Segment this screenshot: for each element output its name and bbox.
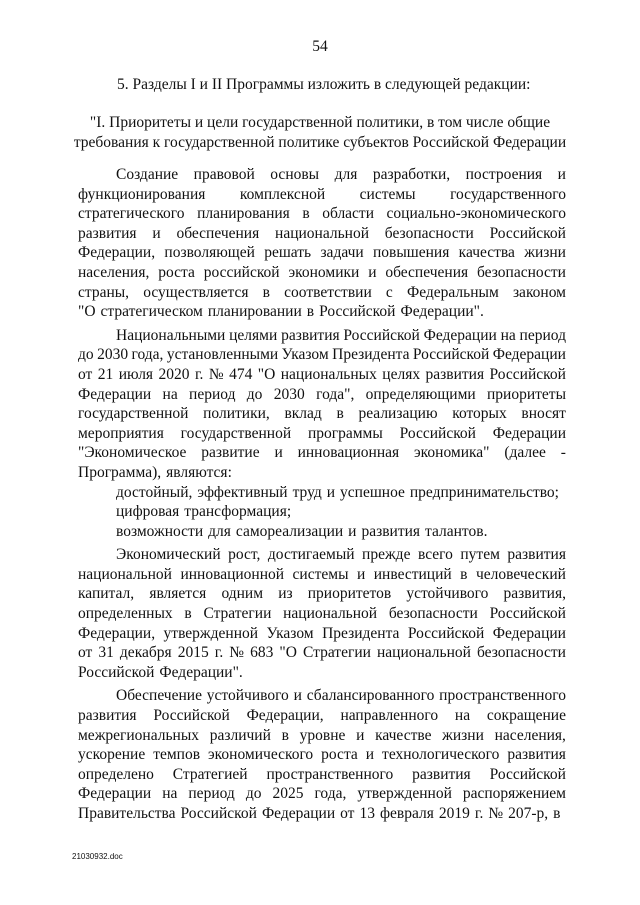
file-name-footer: 21030932.doc [72, 852, 123, 861]
paragraph-line: Программа), являются: [78, 463, 232, 481]
amendment-instruction: 5. Разделы I и II Программы изложить в следующей редакции: [117, 76, 531, 93]
paragraph-line: функционирования комплексной системы государственного [78, 185, 566, 203]
page-number: 54 [312, 38, 328, 55]
paragraph [78, 686, 566, 823]
paragraph-line: Обеспечение устойчивого и сбалансированного пространственного [116, 687, 566, 705]
paragraph-line: от 31 декабря 2015 г. № 683 "О Стратегии национальной безопасности [78, 644, 566, 662]
paragraph [78, 522, 566, 542]
paragraph-line: национальной инновационной системы и инвестиций в человеческий [78, 565, 566, 583]
paragraph-line: Создание правовой основы для разработки, построения и [116, 166, 566, 183]
paragraph-line: Российской Федерации". [78, 663, 243, 681]
paragraph [78, 483, 566, 503]
paragraph-line: населения, роста российской экономики и обеспечения безопасности [78, 263, 566, 281]
paragraph-line: ускорение темпов экономического роста и технологического развития [78, 746, 566, 764]
paragraph-line: определено Стратегией пространственного развития Российской [78, 765, 566, 783]
paragraph-line: Федерации на период до 2025 года, утвержденной распоряжением [78, 785, 566, 803]
paragraph-line: Федерации, позволяющей решать задачи повышения качества жизни [78, 244, 566, 262]
paragraph-line: межрегиональных различий в уровне и качестве жизни населения, [78, 726, 566, 744]
paragraph-line: стратегического планирования в области социально-экономического [78, 205, 566, 223]
paragraph-line: Федерации на период до 2030 года", определяющими приоритеты [78, 385, 566, 403]
paragraph [78, 502, 566, 522]
paragraph-line: до 2030 года, установленными Указом Президента Российской Федерации [78, 346, 566, 364]
paragraph-line: возможности для самореализации и развития талантов. [116, 522, 488, 540]
paragraph-line: "Экономическое развитие и инновационная экономика" (далее - [78, 444, 566, 462]
paragraph-line: развития и обеспечения национальной безопасности Российской [78, 224, 566, 242]
paragraph-line: развития Российской Федерации, направленного на сокращение [78, 707, 566, 725]
section-heading-line-1: "I. Приоритеты и цели государственной политики, в том числе общие [89, 114, 551, 131]
paragraph-line: от 21 июля 2020 г. № 474 "О национальных целях развития Российской [78, 365, 566, 383]
paragraph-line: страны, осуществляется в соответствии с Федеральным законом [78, 283, 566, 301]
paragraph-line: Правительства Российской Федерации от 13 февраля 2019 г. № 207-р, в [78, 805, 561, 822]
paragraph-line: государственной политики, вклад в реализацию которых вносят [78, 405, 566, 423]
paragraph-line: достойный, эффективный труд и успешное предпринимательство; [116, 483, 559, 501]
section-heading-line-2: требования к государственной политике субъектов Российской Федерации [73, 134, 567, 151]
paragraph [78, 326, 566, 483]
paragraph-line: Экономический рост, достигаемый прежде всего путем развития [116, 546, 566, 564]
paragraph-line: капитал, является одним из приоритетов устойчивого развития, [78, 585, 566, 603]
paragraph-line: "О стратегическом планировании в Российской Федерации". [78, 303, 484, 321]
paragraph [78, 545, 566, 682]
document-body [78, 165, 566, 824]
paragraph-line: определенных в Стратегии национальной безопасности Российской [78, 605, 566, 623]
paragraph-line: Национальными целями развития Российской Федерации на период [116, 326, 566, 344]
paragraph-line: Федерации, утвержденной Указом Президента Российской Федерации [78, 624, 566, 642]
paragraph [78, 165, 566, 322]
paragraph-line: цифровая трансформация; [116, 503, 292, 521]
paragraph-line: мероприятия государственной программы Российской Федерации [78, 424, 566, 442]
